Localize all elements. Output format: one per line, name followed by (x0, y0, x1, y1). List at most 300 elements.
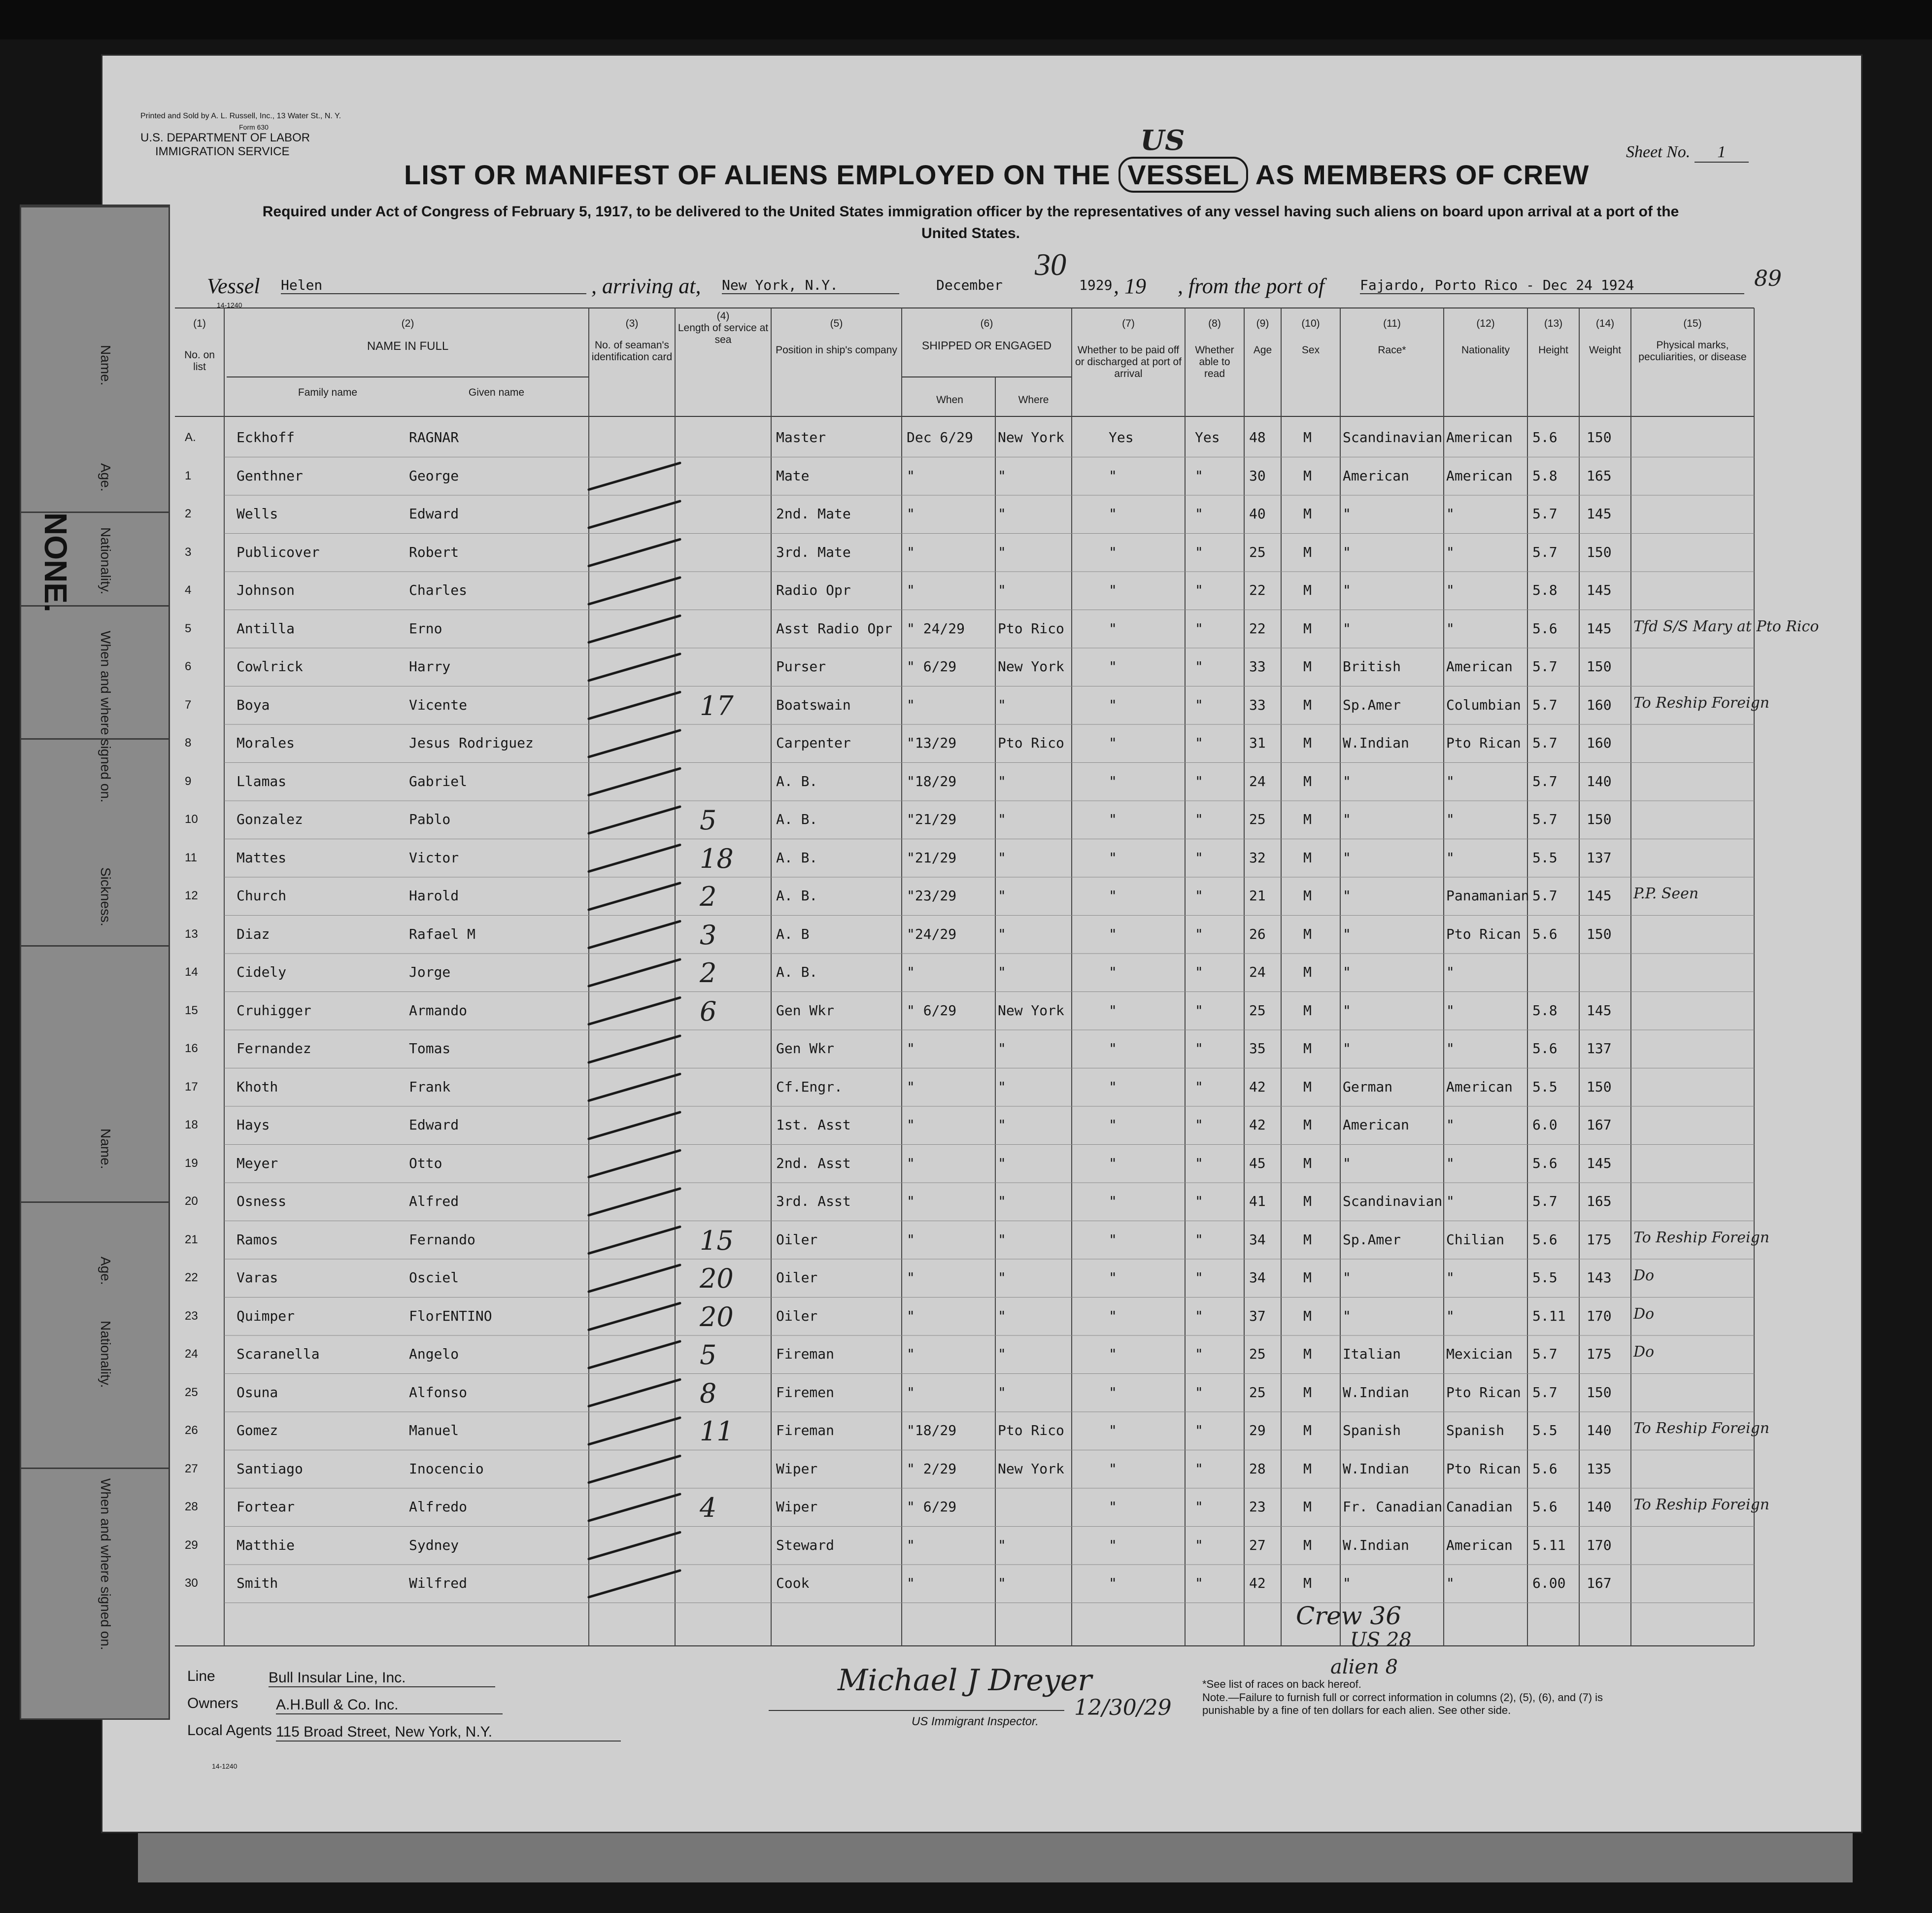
cell-sex: M (1303, 888, 1312, 904)
cell-nationality: " (1446, 620, 1455, 637)
from-port-value: Fajardo, Porto Rico - Dec 24 1924 (1360, 277, 1744, 294)
cell-sex: M (1303, 429, 1312, 445)
cell-position: Asst Radio Opr (776, 620, 893, 637)
cell-family: Fortear (237, 1499, 295, 1515)
cell-height: 5.7 (1532, 658, 1558, 675)
cell-weight: 140 (1587, 773, 1612, 789)
cell-read: " (1195, 1575, 1203, 1591)
cell-nationality: " (1446, 1040, 1455, 1057)
cell-position: Carpenter (776, 735, 851, 751)
cell-race: Fr. Canadian (1343, 1499, 1443, 1515)
cell-height: 5.7 (1532, 1193, 1558, 1209)
cell-age: 42 (1249, 1117, 1266, 1133)
cell-race: " (1343, 1155, 1351, 1171)
cell-no: 27 (185, 1462, 198, 1475)
cell-family: Johnson (237, 582, 295, 598)
cell-when: " (907, 582, 915, 598)
cell-nationality: American (1446, 658, 1513, 675)
cell-age: 45 (1249, 1155, 1266, 1171)
col-where-header: Where (1018, 394, 1049, 406)
cell-weight: 170 (1587, 1307, 1612, 1324)
cell-when: " (907, 1346, 915, 1362)
cell-age: 33 (1249, 696, 1266, 713)
cell-sex: M (1303, 1117, 1312, 1133)
cell-weight: 150 (1587, 544, 1612, 560)
cell-paid: " (1109, 849, 1117, 866)
service-line: IMMIGRATION SERVICE (155, 145, 290, 158)
cell-race: American (1343, 467, 1409, 484)
scan-border (0, 0, 1932, 39)
cell-when: " 6/29 (907, 658, 957, 675)
cell-given: Pablo (409, 811, 451, 827)
cell-family: Publicover (237, 544, 320, 560)
cell-weight: 145 (1587, 620, 1612, 637)
cell-service: 18 (700, 843, 734, 874)
cell-height: 5.6 (1532, 1231, 1558, 1248)
cell-where: " (998, 964, 1006, 980)
cell-family: Church (237, 888, 287, 904)
col-service-header (678, 310, 769, 346)
cell-position: Oiler (776, 1307, 818, 1324)
cell-position: Fireman (776, 1422, 835, 1438)
cell-marks: P.P. Seen (1633, 885, 1699, 902)
cell-read: " (1195, 811, 1203, 827)
cell-where: " (998, 1117, 1006, 1133)
cell-sex: M (1303, 696, 1312, 713)
cell-family: Scaranella (237, 1346, 320, 1362)
cell-where: " (998, 467, 1006, 484)
cell-no: 29 (185, 1538, 198, 1552)
cell-paid: " (1109, 506, 1117, 522)
cell-family: Boya (237, 696, 270, 713)
cell-position: Cook (776, 1575, 810, 1591)
col-read-header (1187, 318, 1242, 380)
cell-service: 8 (700, 1377, 717, 1409)
cell-age: 25 (1249, 811, 1266, 827)
cell-family: Smith (237, 1575, 278, 1591)
cell-read: " (1195, 1231, 1203, 1248)
cell-service: 17 (700, 690, 734, 721)
cell-where: " (998, 1384, 1006, 1401)
cell-paid: " (1109, 888, 1117, 904)
cell-weight: 150 (1587, 1384, 1612, 1401)
cell-race: Italian (1343, 1346, 1401, 1362)
cell-read: " (1195, 506, 1203, 522)
cell-given: Wilfred (409, 1575, 468, 1591)
side-label-sickness: Sickness. (98, 867, 113, 926)
cell-marks: To Reship Foreign (1633, 1496, 1770, 1513)
cell-height: 5.7 (1532, 544, 1558, 560)
side-label-age: Age. (98, 463, 113, 492)
cell-height: 6.0 (1532, 1117, 1558, 1133)
form-number-line: Form 630 (239, 123, 269, 131)
cell-race: W.Indian (1343, 1384, 1409, 1401)
cell-height: 5.7 (1532, 1346, 1558, 1362)
cell-weight: 140 (1587, 1422, 1612, 1438)
cell-no: 24 (185, 1347, 198, 1361)
cell-read: " (1195, 620, 1203, 637)
cell-where: " (998, 1346, 1006, 1362)
cell-given: Harry (409, 658, 451, 675)
cell-position: A. B. (776, 888, 818, 904)
cell-when: " (907, 1575, 915, 1591)
cell-weight: 150 (1587, 429, 1612, 445)
cell-race: " (1343, 1269, 1351, 1286)
cell-given: Robert (409, 544, 459, 560)
cell-no: 8 (185, 736, 192, 750)
cell-when: " (907, 696, 915, 713)
cell-service: 5 (700, 805, 717, 836)
cell-race: German (1343, 1078, 1393, 1095)
col-position-header (774, 318, 899, 356)
cell-sex: M (1303, 506, 1312, 522)
cell-when: "23/29 (907, 888, 957, 904)
cell-no: 6 (185, 660, 192, 673)
col-position-number: (5) (830, 318, 843, 329)
cell-given: RAGNAR (409, 429, 459, 445)
col-given-header: Given name (468, 387, 525, 398)
cell-given: Alfonso (409, 1384, 468, 1401)
cell-read: " (1195, 1499, 1203, 1515)
cell-nationality: " (1446, 506, 1455, 522)
cell-no: 21 (185, 1232, 198, 1246)
cell-height: 5.7 (1532, 735, 1558, 751)
cell-height: 5.7 (1532, 1384, 1558, 1401)
col-when-header: When (936, 394, 963, 406)
footer-line-value: Bull Insular Line, Inc. (269, 1670, 495, 1687)
cell-family: Genthner (237, 467, 303, 484)
cell-no: A. (185, 431, 196, 444)
cell-nationality: Pto Rican (1446, 1384, 1521, 1401)
col-height-label: Height (1538, 344, 1568, 356)
cell-position: Oiler (776, 1231, 818, 1248)
cell-nationality: " (1446, 773, 1455, 789)
cell-service: 15 (700, 1225, 734, 1256)
side-label-when-where2: When and where signed on. (98, 1478, 113, 1650)
cell-paid: " (1109, 1346, 1117, 1362)
cell-position: 3rd. Asst (776, 1193, 851, 1209)
cell-weight: 165 (1587, 1193, 1612, 1209)
cell-marks: To Reship Foreign (1633, 1229, 1770, 1246)
cell-read: " (1195, 773, 1203, 789)
cell-age: 25 (1249, 1346, 1266, 1362)
cell-position: Mate (776, 467, 810, 484)
cell-no: 18 (185, 1118, 198, 1131)
cell-height: 5.6 (1532, 925, 1558, 942)
cell-read: " (1195, 1422, 1203, 1438)
col-age-header (1244, 318, 1281, 356)
cell-nationality: " (1446, 849, 1455, 866)
footer-line-label: Line (187, 1668, 215, 1684)
cell-paid: " (1109, 1231, 1117, 1248)
cell-family: Ramos (237, 1231, 278, 1248)
vessel-name: Helen (281, 277, 586, 294)
cell-read: " (1195, 888, 1203, 904)
cell-family: Khoth (237, 1078, 278, 1095)
crew-tally-alien: alien 8 (1330, 1656, 1398, 1678)
cell-when: " (907, 467, 915, 484)
inspector-signature: Michael J Dreyer (838, 1663, 1092, 1698)
side-cell-nationality (21, 605, 169, 738)
cell-age: 24 (1249, 964, 1266, 980)
cell-read: " (1195, 1460, 1203, 1477)
vessel-label: Vessel (207, 274, 260, 298)
cell-race: " (1343, 582, 1351, 598)
cell-race: " (1343, 888, 1351, 904)
cell-where: " (998, 849, 1006, 866)
cell-paid: " (1109, 1307, 1117, 1324)
cell-when: " (907, 1307, 915, 1324)
cell-given: Manuel (409, 1422, 459, 1438)
cell-age: 35 (1249, 1040, 1266, 1057)
cell-family: Hays (237, 1117, 270, 1133)
cell-sex: M (1303, 1460, 1312, 1477)
cell-race: Sp.Amer (1343, 1231, 1401, 1248)
side-label-nationality2: Nationality. (98, 1321, 113, 1388)
cell-nationality: " (1446, 582, 1455, 598)
cell-paid: " (1109, 1040, 1117, 1057)
cell-position: Purser (776, 658, 826, 675)
cell-when: "18/29 (907, 1422, 957, 1438)
cell-when: " (907, 1231, 915, 1248)
sheet-no-label: Sheet No. (1626, 143, 1691, 161)
cell-sex: M (1303, 1231, 1312, 1248)
cell-when: "13/29 (907, 735, 957, 751)
col-sex-header (1281, 318, 1340, 356)
cell-when: Dec 6/29 (907, 429, 973, 445)
cell-no: 1 (185, 469, 192, 482)
cell-weight: 145 (1587, 582, 1612, 598)
cell-race: " (1343, 1307, 1351, 1324)
cell-age: 42 (1249, 1078, 1266, 1095)
cell-nationality: " (1446, 1269, 1455, 1286)
cell-position: Wiper (776, 1499, 818, 1515)
cell-race: Sp.Amer (1343, 696, 1401, 713)
cell-sex: M (1303, 544, 1312, 560)
side-strip (20, 205, 170, 1720)
cell-read: Yes (1195, 429, 1220, 445)
cell-where: " (998, 1078, 1006, 1095)
side-none-stamp: NONE. (38, 512, 73, 613)
cell-race: British (1343, 658, 1401, 675)
cell-where: " (998, 696, 1006, 713)
col-height-number: (13) (1544, 318, 1563, 329)
col-service-number: (4) (716, 310, 730, 322)
cell-where: " (998, 1269, 1006, 1286)
cell-position: Radio Opr (776, 582, 851, 598)
cell-when: " (907, 1078, 915, 1095)
cell-height: 5.7 (1532, 773, 1558, 789)
title-part1: LIST OR MANIFEST OF ALIENS EMPLOYED ON THE (404, 159, 1111, 190)
side-cell-name2 (21, 1201, 169, 1468)
cell-sex: M (1303, 773, 1312, 789)
cell-sex: M (1303, 849, 1312, 866)
cell-position: Boatswain (776, 696, 851, 713)
cell-height: 6.00 (1532, 1575, 1566, 1591)
cell-when: " 24/29 (907, 620, 965, 637)
footer-agents-label: Local Agents (187, 1722, 272, 1739)
cell-when: " (907, 1193, 915, 1209)
cell-age: 31 (1249, 735, 1266, 751)
side-label-nationality: Nationality. (98, 527, 113, 595)
cell-sex: M (1303, 1307, 1312, 1324)
cell-age: 28 (1249, 1460, 1266, 1477)
cell-service: 11 (700, 1416, 734, 1447)
cell-service: 20 (700, 1263, 734, 1294)
cell-height: 5.6 (1532, 620, 1558, 637)
cell-sex: M (1303, 1002, 1312, 1019)
cell-age: 41 (1249, 1193, 1266, 1209)
cell-when: " 2/29 (907, 1460, 957, 1477)
cell-race: " (1343, 1002, 1351, 1019)
col-race-number: (11) (1383, 318, 1401, 329)
date-day-handwritten: 30 (1035, 247, 1066, 282)
cell-given: Victor (409, 849, 459, 866)
cell-position: Master (776, 429, 826, 445)
cell-age: 24 (1249, 773, 1266, 789)
cell-when: " (907, 506, 915, 522)
col-no-header (177, 318, 222, 373)
cell-no: 14 (185, 965, 198, 979)
cell-sex: M (1303, 1499, 1312, 1515)
cell-given: Jorge (409, 964, 451, 980)
cell-where: " (998, 811, 1006, 827)
cell-given: Alfredo (409, 1499, 468, 1515)
cell-read: " (1195, 544, 1203, 560)
cell-paid: " (1109, 964, 1117, 980)
cell-marks: Do (1633, 1343, 1655, 1361)
cell-age: 33 (1249, 658, 1266, 675)
arriving-value: New York, N.Y. (722, 277, 899, 294)
cell-when: " 6/29 (907, 1002, 957, 1019)
cell-no: 19 (185, 1156, 198, 1170)
cell-nationality: " (1446, 544, 1455, 560)
cell-where: Pto Rico (998, 735, 1064, 751)
cell-family: Quimper (237, 1307, 295, 1324)
cell-weight: 150 (1587, 1078, 1612, 1095)
side-label-when-where: When and where signed on. (98, 631, 113, 803)
cell-given: George (409, 467, 459, 484)
cell-sex: M (1303, 925, 1312, 942)
page-number: 89 (1754, 266, 1782, 291)
cell-height: 5.5 (1532, 849, 1558, 866)
cell-nationality: Panamanian (1446, 888, 1529, 904)
col-no-label: No. on list (184, 349, 215, 373)
cell-age: 34 (1249, 1269, 1266, 1286)
col-shipped-header (904, 318, 1069, 351)
cell-paid: " (1109, 1537, 1117, 1553)
cell-position: Gen Wkr (776, 1002, 835, 1019)
cell-position: 3rd. Mate (776, 544, 851, 560)
cell-race: " (1343, 1575, 1351, 1591)
cell-read: " (1195, 1193, 1203, 1209)
cell-height: 5.8 (1532, 582, 1558, 598)
cell-nationality: Chilian (1446, 1231, 1505, 1248)
cell-read: " (1195, 696, 1203, 713)
printer-line: Printed and Sold by A. L. Russell, Inc., 13 Water St., N. Y. (140, 112, 341, 120)
cell-given: Frank (409, 1078, 451, 1095)
cell-no: 9 (185, 774, 192, 788)
cell-nationality: American (1446, 1078, 1513, 1095)
cell-given: Edward (409, 506, 459, 522)
cell-nationality: Pto Rican (1446, 925, 1521, 942)
cell-no: 10 (185, 813, 198, 826)
cell-read: " (1195, 1040, 1203, 1057)
cell-paid: " (1109, 467, 1117, 484)
cell-sex: M (1303, 1040, 1312, 1057)
cell-family: Varas (237, 1269, 278, 1286)
cell-service: 20 (700, 1301, 734, 1332)
cell-given: Fernando (409, 1231, 475, 1248)
cell-service: 3 (700, 919, 717, 951)
from-port-label: , from the port of (1178, 274, 1324, 298)
col-name-label: NAME IN FULL (367, 340, 449, 353)
cell-sex: M (1303, 735, 1312, 751)
manifest-subtitle: Required under Act of Congress of February 5, 1917, to be delivered to the United States immigration officer by the representatives of any vessel having such aliens on board upon arrival at a port of the United States. (262, 204, 1679, 241)
cell-paid: " (1109, 811, 1117, 827)
cell-weight: 150 (1587, 658, 1612, 675)
cell-height: 5.6 (1532, 1460, 1558, 1477)
cell-paid: " (1109, 696, 1117, 713)
cell-position: Gen Wkr (776, 1040, 835, 1057)
cell-where: " (998, 773, 1006, 789)
footer-owners-value: A.H.Bull & Co. Inc. (276, 1697, 503, 1714)
col-sex-number: (10) (1301, 318, 1320, 329)
cell-weight: 175 (1587, 1231, 1612, 1248)
cell-family: Cidely (237, 964, 287, 980)
cell-given: Rafael M (409, 925, 475, 942)
cell-race: " (1343, 849, 1351, 866)
footer-agents-value: 115 Broad Street, New York, N.Y. (276, 1724, 621, 1742)
cell-paid: " (1109, 1269, 1117, 1286)
col-family-header: Family name (298, 387, 358, 398)
cell-height: 5.11 (1532, 1537, 1566, 1553)
cell-age: 29 (1249, 1422, 1266, 1438)
cell-nationality: " (1446, 1117, 1455, 1133)
col-read-label: Whether able to read (1195, 344, 1234, 379)
cell-where: Pto Rico (998, 1422, 1064, 1438)
cell-read: " (1195, 964, 1203, 980)
cell-read: " (1195, 1078, 1203, 1095)
cell-given: Charles (409, 582, 468, 598)
cell-given: Otto (409, 1155, 442, 1171)
form-number-top: 14-1240 (217, 301, 242, 309)
cell-read: " (1195, 1346, 1203, 1362)
cell-weight: 150 (1587, 811, 1612, 827)
cell-given: Jesus Rodriguez (409, 735, 534, 751)
cell-weight: 167 (1587, 1117, 1612, 1133)
cell-race: " (1343, 925, 1351, 942)
cell-position: A. B. (776, 773, 818, 789)
cell-height: 5.6 (1532, 429, 1558, 445)
crew-tally-total: Crew 36 (1296, 1602, 1402, 1630)
cell-when: " (907, 1117, 915, 1133)
cell-where: " (998, 1575, 1006, 1591)
col-nationality-number: (12) (1476, 318, 1495, 329)
cell-nationality: " (1446, 1575, 1455, 1591)
cell-family: Fernandez (237, 1040, 311, 1057)
cell-paid: " (1109, 1002, 1117, 1019)
side-label-name: Name. (98, 345, 113, 386)
cell-read: " (1195, 925, 1203, 942)
cell-nationality: Columbian (1446, 696, 1521, 713)
cell-paid: " (1109, 735, 1117, 751)
cell-weight: 150 (1587, 925, 1612, 942)
cell-no: 12 (185, 889, 198, 902)
date-year: 1929 (1079, 277, 1113, 293)
col-paid-number: (7) (1122, 318, 1135, 329)
cell-age: 25 (1249, 1002, 1266, 1019)
